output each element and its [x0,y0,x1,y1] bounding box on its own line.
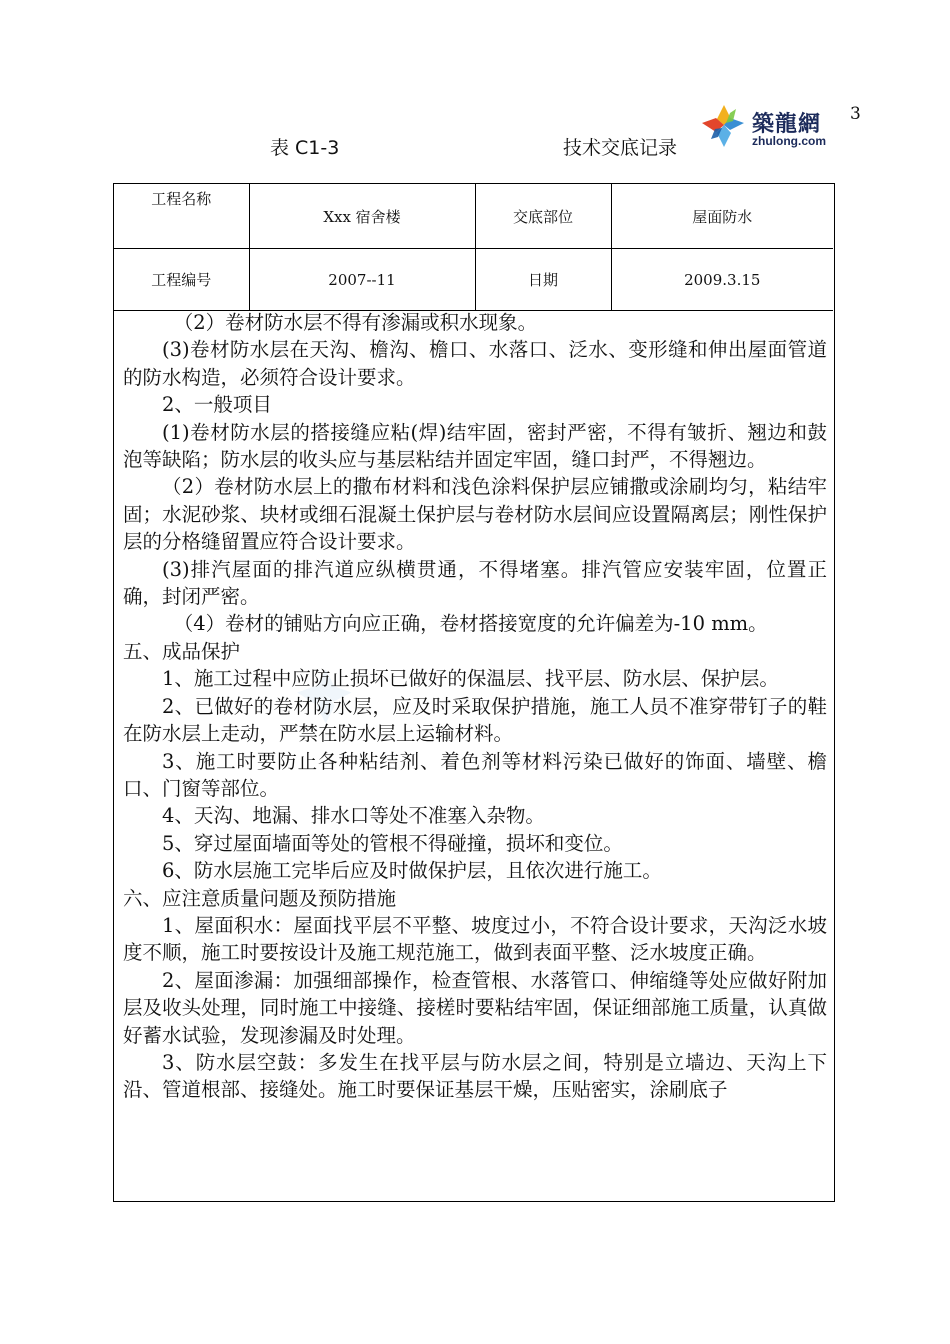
paragraph: (3)排汽屋面的排汽道应纵横贯通，不得堵塞。排汽管应安装牢固，位置正确，封闭严密。 [123,557,827,609]
section-heading: 六、应注意质量问题及预防措施 [123,886,397,910]
paragraph: 3、施工时要防止各种粘结剂、着色剂等材料污染已做好的饰面、墙壁、檐口、门窗等部位。 [123,749,827,800]
project-name-value: Xxx 宿舍楼 [249,184,475,249]
paragraph: 2、屋面渗漏：加强细部操作，检查管根、水落管口、伸缩缝等处应做好附加层及收头处理，同时施工中接缝、接槎时要粘结牢固，保证细部施工质量，认真做好蓄水试验，发现渗漏及时处理。 [123,968,827,1047]
body-text [114,309,833,1104]
paragraph: （4）卷材的铺贴方向应正确，卷材搭接宽度的允许偏差为-10 mm。 [173,612,768,636]
paragraph: 2、一般项目 [162,393,272,417]
paragraph: 5、穿过屋面墙面等处的管根不得碰撞，损坏和变位。 [162,831,623,855]
project-number-value: 2007--11 [249,249,475,311]
header-row-number [114,249,833,311]
location-label: 交底部位 [475,184,611,249]
header-row-project [114,184,833,249]
logo-domain: zhulong.com [752,134,826,148]
paragraph: 2、已做好的卷材防水层，应及时采取保护措施，施工人员不准穿带钉子的鞋在防水层上走动，严禁在防水层上运输材料。 [123,694,827,746]
section-heading: 五、成品保护 [123,639,241,663]
paragraph: （2）卷材防水层上的撒布材料和浅色涂料保护层应铺撒或涂刷均匀，粘结牢固；水泥砂浆、块材或细石混凝土保护层与卷材防水层间应设置隔离层；刚性保护层的分格缝留置应符合设计要求。 [123,475,827,554]
paragraph: 6、防水层施工完毕后应及时做保护层，且依次进行施工。 [162,859,662,883]
paragraph: 1、施工过程中应防止损坏已做好的保温层、找平层、防水层、保护层。 [162,667,779,691]
project-number-label: 工程编号 [114,249,249,311]
header-table [114,184,833,311]
form-code: 表 C1-3 [270,137,340,159]
paragraph: 1、屋面积水：屋面找平层不平整、坡度过小，不符合设计要求，天沟泛水坡度不顺，施工时要按设计及施工规范施工，做到表面平整、泛水坡度正确。 [123,913,827,965]
zhulong-pinwheel-logo-icon [700,101,750,155]
paragraph: (1)卷材防水层的搭接缝应粘(焊)结牢固，密封严密，不得有皱折、翘边和鼓泡等缺陷；防水层的收头应与基层粘结并固定牢固，缝口封严，不得翘边。 [123,420,827,472]
date-label: 日期 [475,249,611,311]
location-value: 屋面防水 [611,184,833,249]
paragraph: (3)卷材防水层在天沟、檐沟、檐口、水落口、泛水、变形缝和伸出屋面管道的防水构造，必须符合设计要求。 [123,338,827,389]
paragraph: 3、防水层空鼓：多发生在找平层与防水层之间，特别是立墙边、天沟上下沿、管道根部、接缝处。施工时要保证基层干燥，压贴密实，涂刷底子 [123,1050,827,1102]
paragraph: （2）卷材防水层不得有渗漏或积水现象。 [173,311,538,334]
logo-name: 築龍網 [752,112,822,137]
document-title: 技术交底记录 [563,137,678,159]
project-name-label: 工程名称 [114,184,249,249]
record-frame [113,183,835,1202]
page-number: 3 [850,104,861,124]
zhulong-logo [700,101,840,155]
paragraph: 4、天沟、地漏、排水口等处不准塞入杂物。 [162,804,545,828]
date-value: 2009.3.15 [611,249,833,311]
